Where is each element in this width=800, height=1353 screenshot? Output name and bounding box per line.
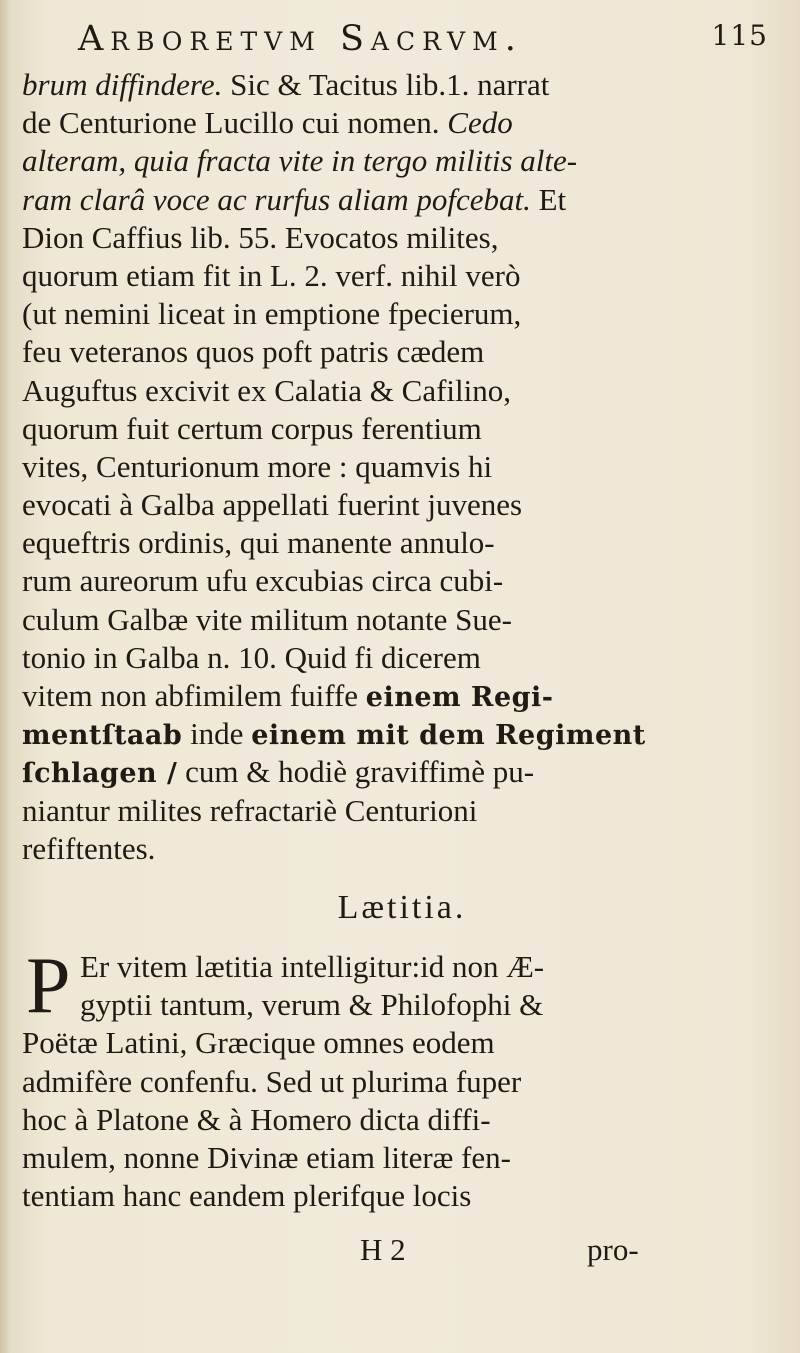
text-line xyxy=(22,219,782,257)
text-line: Er vitem lætitia intelligitur:id non Æ- xyxy=(80,948,545,984)
text-run: inde xyxy=(182,716,252,752)
text-run: culum Galbæ vite militum notante Sue- xyxy=(22,601,512,637)
text-run: de Centurione Lucillo cui nomen. xyxy=(22,105,448,141)
text-run: niantur milites refractariè Centurioni xyxy=(22,792,478,828)
text-line xyxy=(22,524,782,562)
italic-quote: ram clarâ voce ac rurfus aliam pofcebat. xyxy=(22,181,531,217)
text-run: equeftris ordinis, qui manente annulo- xyxy=(22,525,495,561)
text-line xyxy=(22,104,782,142)
text-run: vites, Centurionum more : quamvis hi xyxy=(22,448,493,484)
german-phrase: ſchlagen / xyxy=(22,758,178,790)
text-line xyxy=(22,410,782,448)
page-text xyxy=(22,66,782,1215)
text-run: Sic & Tacitus lib.1. narrat xyxy=(222,67,550,102)
text-run: quorum fuit certum corpus ferentium xyxy=(22,410,482,446)
text-line xyxy=(22,372,782,410)
page-footer xyxy=(22,1232,782,1272)
text-line: mulem, nonne Divinæ etiam literæ fen- xyxy=(22,1139,512,1175)
paragraph-1 xyxy=(22,66,782,868)
paragraph-2 xyxy=(22,941,782,1215)
text-run: Auguftus excivit ex Calatia & Cafilino, xyxy=(22,372,512,408)
text-line xyxy=(22,181,782,219)
catchword: pro- xyxy=(587,1232,639,1267)
section-heading: Lætitia. xyxy=(337,888,467,926)
italic-quote: Cedo xyxy=(447,105,513,141)
text-line xyxy=(22,257,782,295)
running-header xyxy=(78,19,778,59)
text-run: vitem non abfimilem fuiffe xyxy=(22,678,366,713)
text-run: refiftentes. xyxy=(22,830,156,866)
text-line xyxy=(22,830,782,868)
text-line xyxy=(22,448,782,486)
text-line xyxy=(22,66,782,104)
text-line xyxy=(22,142,782,180)
binding-shadow xyxy=(0,0,10,1353)
german-phrase: einem Regi- xyxy=(365,682,554,713)
text-run: Dion Caffius lib. 55. Evocatos milites, xyxy=(22,219,499,255)
signature-mark: H 2 xyxy=(360,1232,406,1267)
text-line: hoc à Platone & à Homero dicta diffi- xyxy=(22,1101,491,1137)
text-run: (ut nemini liceat in emptione fpecierum, xyxy=(22,296,522,332)
drop-cap: P xyxy=(26,941,71,1030)
text-run: cum & hodiè graviffimè pu- xyxy=(177,754,535,790)
text-run: quorum etiam fit in L. 2. verf. nihil verò xyxy=(22,257,521,293)
text-line xyxy=(22,333,782,371)
text-line: Poëtæ Latini, Græcique omnes eodem xyxy=(22,1025,495,1061)
text-line: gyptii tantum, verum & Philofophi & xyxy=(80,987,544,1023)
text-line xyxy=(22,295,782,333)
text-line xyxy=(22,792,782,830)
text-line xyxy=(22,753,782,791)
text-line xyxy=(22,639,782,677)
italic-quote: alteram, quia fracta vite in tergo militis alte- xyxy=(22,143,578,179)
page-number: 115 xyxy=(711,19,768,52)
text-line: admifère confenfu. Sed ut plurima fuper xyxy=(22,1063,522,1099)
text-line: tentiam hanc eandem plerifque locis xyxy=(22,1178,472,1214)
german-phrase: mentſtaab xyxy=(22,720,183,752)
text-run: tonio in Galba n. 10. Quid fi dicerem xyxy=(22,639,481,675)
german-phrase: einem mit dem Regiment xyxy=(251,720,646,752)
text-run: evocati à Galba appellati fuerint juvenes xyxy=(22,487,523,523)
running-title: Arboretvm Sacrvm. xyxy=(78,19,523,59)
text-run: feu veteranos quos poft patris cædem xyxy=(22,334,485,370)
text-line xyxy=(22,601,782,639)
text-run: rum aureorum ufu excubias circa cubi- xyxy=(22,563,504,599)
paragraph-2-lines xyxy=(22,941,782,1215)
italic-quote: brum diffindere. xyxy=(22,67,223,102)
text-line xyxy=(22,562,782,600)
text-line xyxy=(22,486,782,524)
text-line xyxy=(22,677,782,715)
text-run: Et xyxy=(530,181,567,217)
text-line xyxy=(22,715,782,753)
